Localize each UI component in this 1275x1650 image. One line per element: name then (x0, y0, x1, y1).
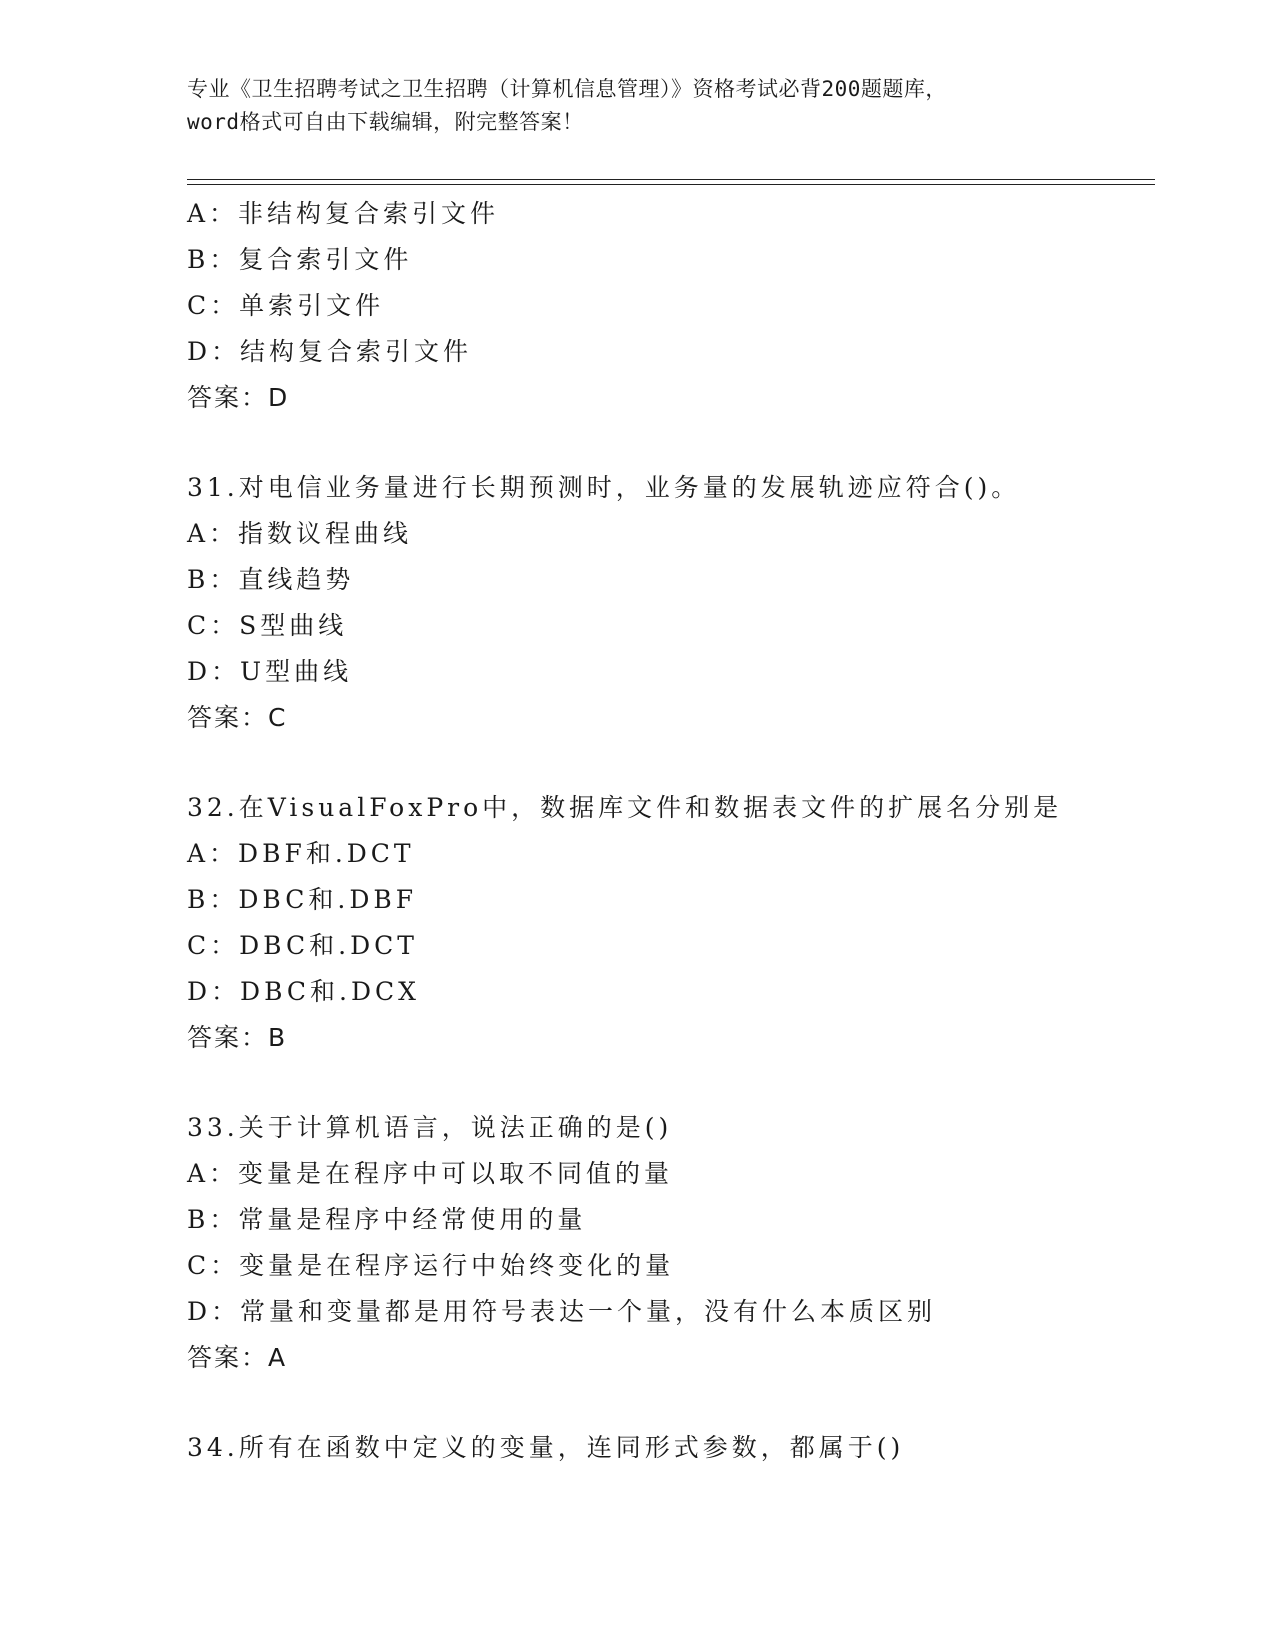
question-stem: 31.对电信业务量进行长期预测时，业务量的发展轨迹应符合()。 (187, 473, 1021, 502)
question-block-31 (187, 465, 1155, 741)
option-a: A：指数议程曲线 (187, 519, 413, 548)
question-block-33 (187, 1105, 1155, 1381)
option-d: D：U型曲线 (187, 657, 353, 686)
option-d: D：DBC和.DCX (187, 977, 420, 1006)
option-a: A：非结构复合索引文件 (187, 199, 500, 228)
option-b: B：直线趋势 (187, 565, 355, 594)
answer-line: 答案：C (187, 703, 288, 732)
option-b: B：复合索引文件 (187, 245, 413, 274)
option-c: C：DBC和.DCT (187, 931, 418, 960)
option-a: A：DBF和.DCT (187, 839, 415, 868)
option-a: A：变量是在程序中可以取不同值的量 (187, 1159, 674, 1188)
header-divider-bottom (187, 184, 1155, 185)
option-c: C：S型曲线 (187, 611, 348, 640)
question-stem: 34.所有在函数中定义的变量，连同形式参数，都属于() (187, 1433, 905, 1462)
option-d: D：结构复合索引文件 (187, 337, 473, 366)
question-stem: 33.关于计算机语言，说法正确的是() (187, 1113, 673, 1142)
option-b: B：DBC和.DBF (187, 885, 418, 914)
document-header (187, 73, 1087, 139)
header-line-2: word格式可自由下载编辑，附完整答案！ (187, 110, 584, 134)
option-d: D：常量和变量都是用符号表达一个量，没有什么本质区别 (187, 1297, 937, 1326)
option-c: C：变量是在程序运行中始终变化的量 (187, 1251, 675, 1280)
question-list (187, 191, 1155, 1471)
question-block-34 (187, 1425, 1155, 1471)
answer-line: 答案：A (187, 1343, 288, 1372)
header-divider-top (187, 179, 1155, 180)
question-block-30 (187, 191, 1155, 421)
header-line-1: 专业《卫生招聘考试之卫生招聘（计算机信息管理）》资格考试必背200题题库， (187, 77, 947, 101)
option-b: B：常量是程序中经常使用的量 (187, 1205, 587, 1234)
option-c: C：单索引文件 (187, 291, 385, 320)
question-stem: 32.在VisualFoxPro中，数据库文件和数据表文件的扩展名分别是 (187, 793, 1063, 822)
answer-line: 答案：B (187, 1023, 288, 1052)
question-block-32 (187, 785, 1155, 1061)
answer-line: 答案：D (187, 383, 290, 412)
